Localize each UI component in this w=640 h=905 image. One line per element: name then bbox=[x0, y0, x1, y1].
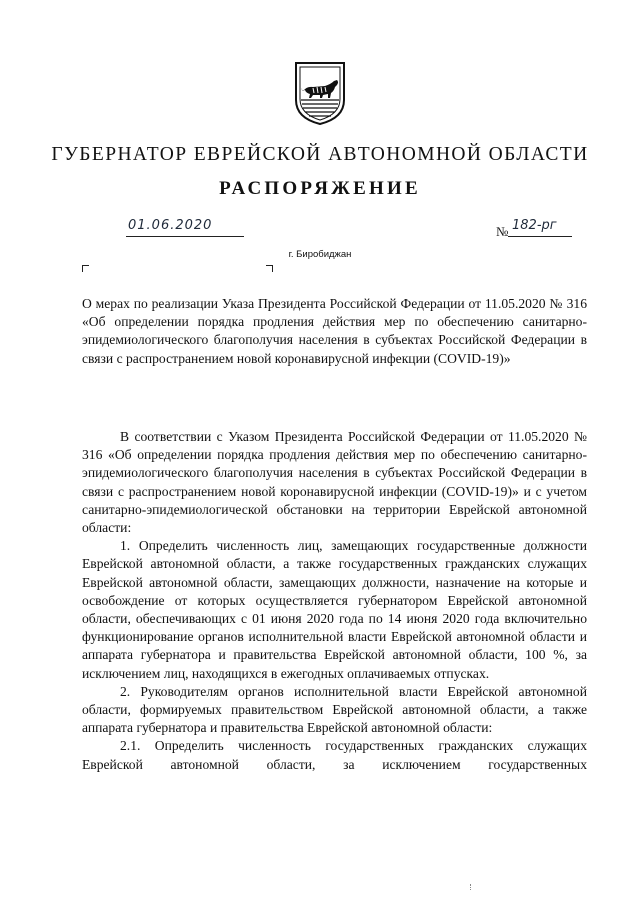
document-date: 01.06.2020 bbox=[128, 218, 213, 233]
page-mark bbox=[470, 884, 473, 890]
paragraph-2: 2. Руководителям органов исполнительной власти Еврейской автономной области, формируемых правительством Еврейской автономной области, а также аппарата губернатора и правительства Еврейской автономной области: bbox=[82, 683, 587, 736]
coat-of-arms-emblem bbox=[293, 60, 347, 126]
date-underline bbox=[126, 236, 244, 237]
number-underline bbox=[508, 236, 572, 237]
city-label: г. Биробиджан bbox=[288, 249, 352, 260]
number-label: № bbox=[496, 224, 509, 239]
document-body bbox=[82, 428, 587, 774]
paragraph-1: 1. Определить численность лиц, замещающих государственные должности Еврейской автономной области, а также государственных гражданских служащих Еврейской автономной области, замещающих должности, назначение на которые и освобождение от которых осуществляется губернатором Еврейской автономной области, обеспечивающих с 01 июня 2020 года по 14 июня 2020 года включительно функционирование органов исполнительной власти Еврейской автономной области и аппарата губернатора и правительства Еврейской автономной области, 100 %, за исключением лиц, находящихся в ежегодных оплачиваемых отпусках. bbox=[82, 538, 587, 681]
document-number: 182-рг bbox=[512, 218, 557, 233]
issuer-title: ГУБЕРНАТОР ЕВРЕЙСКОЙ АВТОНОМНОЙ ОБЛАСТИ bbox=[51, 144, 589, 165]
document-type-heading: РАСПОРЯЖЕНИЕ bbox=[219, 178, 421, 199]
subject-corner-mark-left bbox=[82, 265, 89, 272]
document-subject: О мерах по реализации Указа Президента Российской Федерации от 11.05.2020 № 316 «Об определении порядка продления действия мер по обеспечению санитарно-эпидемиологического благополучия населения в субъектах Российской Федерации в связи с распространением новой коронавирусной инфекции (COVID-19)» bbox=[82, 296, 587, 366]
intro-paragraph: В соответствии с Указом Президента Российской Федерации от 11.05.2020 № 316 «Об определении порядка продления действия мер по обеспечению санитарно-эпидемиологического благополучия населения в субъектах Российской Федерации в связи с распространением новой коронавирусной инфекции (COVID-19)» и с учетом санитарно-эпидемиологической обстановки на территории Еврейской автономной области: bbox=[82, 429, 587, 536]
subject-corner-mark-right bbox=[266, 265, 273, 272]
paragraph-2-1: 2.1. Определить численность государственных гражданских служащих Еврейской автономной области, за исключением государственных bbox=[82, 738, 587, 772]
